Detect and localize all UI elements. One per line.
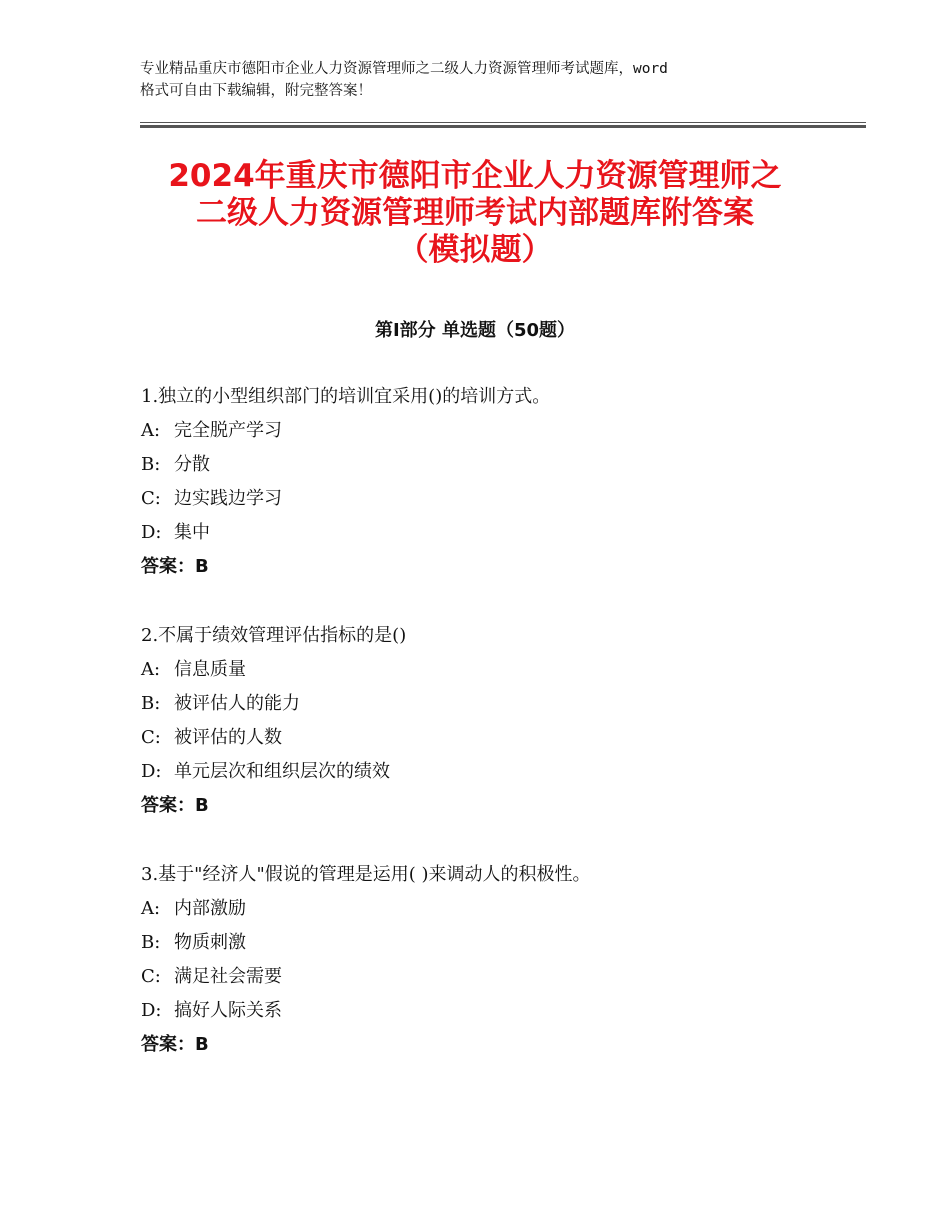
option-text: 完全脱产学习 bbox=[174, 420, 282, 441]
question-stem: 1.独立的小型组织部门的培训宜采用()的培训方式。 bbox=[141, 386, 551, 407]
option-text: 集中 bbox=[174, 522, 210, 543]
title-line-3: （模拟题） bbox=[397, 232, 553, 268]
option-d bbox=[141, 755, 861, 789]
option-b bbox=[141, 448, 861, 482]
option-letter: C: bbox=[141, 488, 161, 509]
option-a bbox=[141, 653, 861, 687]
option-letter: B: bbox=[141, 693, 161, 714]
question-2 bbox=[141, 619, 861, 823]
answer-label: 答案：B bbox=[141, 795, 209, 816]
option-d bbox=[141, 994, 861, 1028]
option-text: 信息质量 bbox=[174, 659, 246, 680]
question-stem: 3.基于"经济人"假说的管理是运用( )来调动人的积极性。 bbox=[141, 864, 591, 885]
option-a bbox=[141, 892, 861, 926]
option-letter: D: bbox=[141, 1000, 162, 1021]
answer-label: 答案：B bbox=[141, 1034, 209, 1055]
option-b bbox=[141, 926, 861, 960]
option-letter: B: bbox=[141, 932, 161, 953]
header-divider-thin bbox=[140, 122, 866, 123]
question-1 bbox=[141, 380, 861, 584]
option-text: 被评估的人数 bbox=[174, 727, 282, 748]
document-title bbox=[100, 158, 850, 269]
option-letter: A: bbox=[141, 898, 161, 919]
option-text: 被评估人的能力 bbox=[174, 693, 300, 714]
option-text: 内部激励 bbox=[174, 898, 246, 919]
option-c bbox=[141, 721, 861, 755]
section-heading: 第Ⅰ部分 单选题（50题） bbox=[374, 320, 575, 341]
option-text: 边实践边学习 bbox=[174, 488, 282, 509]
option-letter: D: bbox=[141, 522, 162, 543]
option-letter: B: bbox=[141, 454, 161, 475]
option-text: 单元层次和组织层次的绩效 bbox=[174, 761, 390, 782]
question-stem: 2.不属于绩效管理评估指标的是() bbox=[141, 625, 407, 646]
option-a bbox=[141, 414, 861, 448]
option-letter: C: bbox=[141, 966, 161, 987]
title-line-1: 2024年重庆市德阳市企业人力资源管理师之 bbox=[168, 158, 782, 194]
option-letter: A: bbox=[141, 420, 161, 441]
option-b bbox=[141, 687, 861, 721]
question-3 bbox=[141, 858, 861, 1062]
option-text: 分散 bbox=[174, 454, 210, 475]
option-letter: A: bbox=[141, 659, 161, 680]
option-c bbox=[141, 482, 861, 516]
option-text: 满足社会需要 bbox=[174, 966, 282, 987]
option-text: 搞好人际关系 bbox=[174, 1000, 282, 1021]
header-note-line-1: 专业精品重庆市德阳市企业人力资源管理师之二级人力资源管理师考试题库，word bbox=[140, 61, 668, 77]
header-divider-thick bbox=[140, 125, 866, 128]
answer-label: 答案：B bbox=[141, 556, 209, 577]
option-letter: D: bbox=[141, 761, 162, 782]
option-c bbox=[141, 960, 861, 994]
title-line-2: 二级人力资源管理师考试内部题库附答案 bbox=[196, 195, 754, 231]
option-text: 物质刺激 bbox=[174, 932, 246, 953]
header-note bbox=[140, 58, 840, 102]
header-note-line-2: 格式可自由下载编辑，附完整答案！ bbox=[140, 83, 372, 99]
option-letter: C: bbox=[141, 727, 161, 748]
option-d bbox=[141, 516, 861, 550]
